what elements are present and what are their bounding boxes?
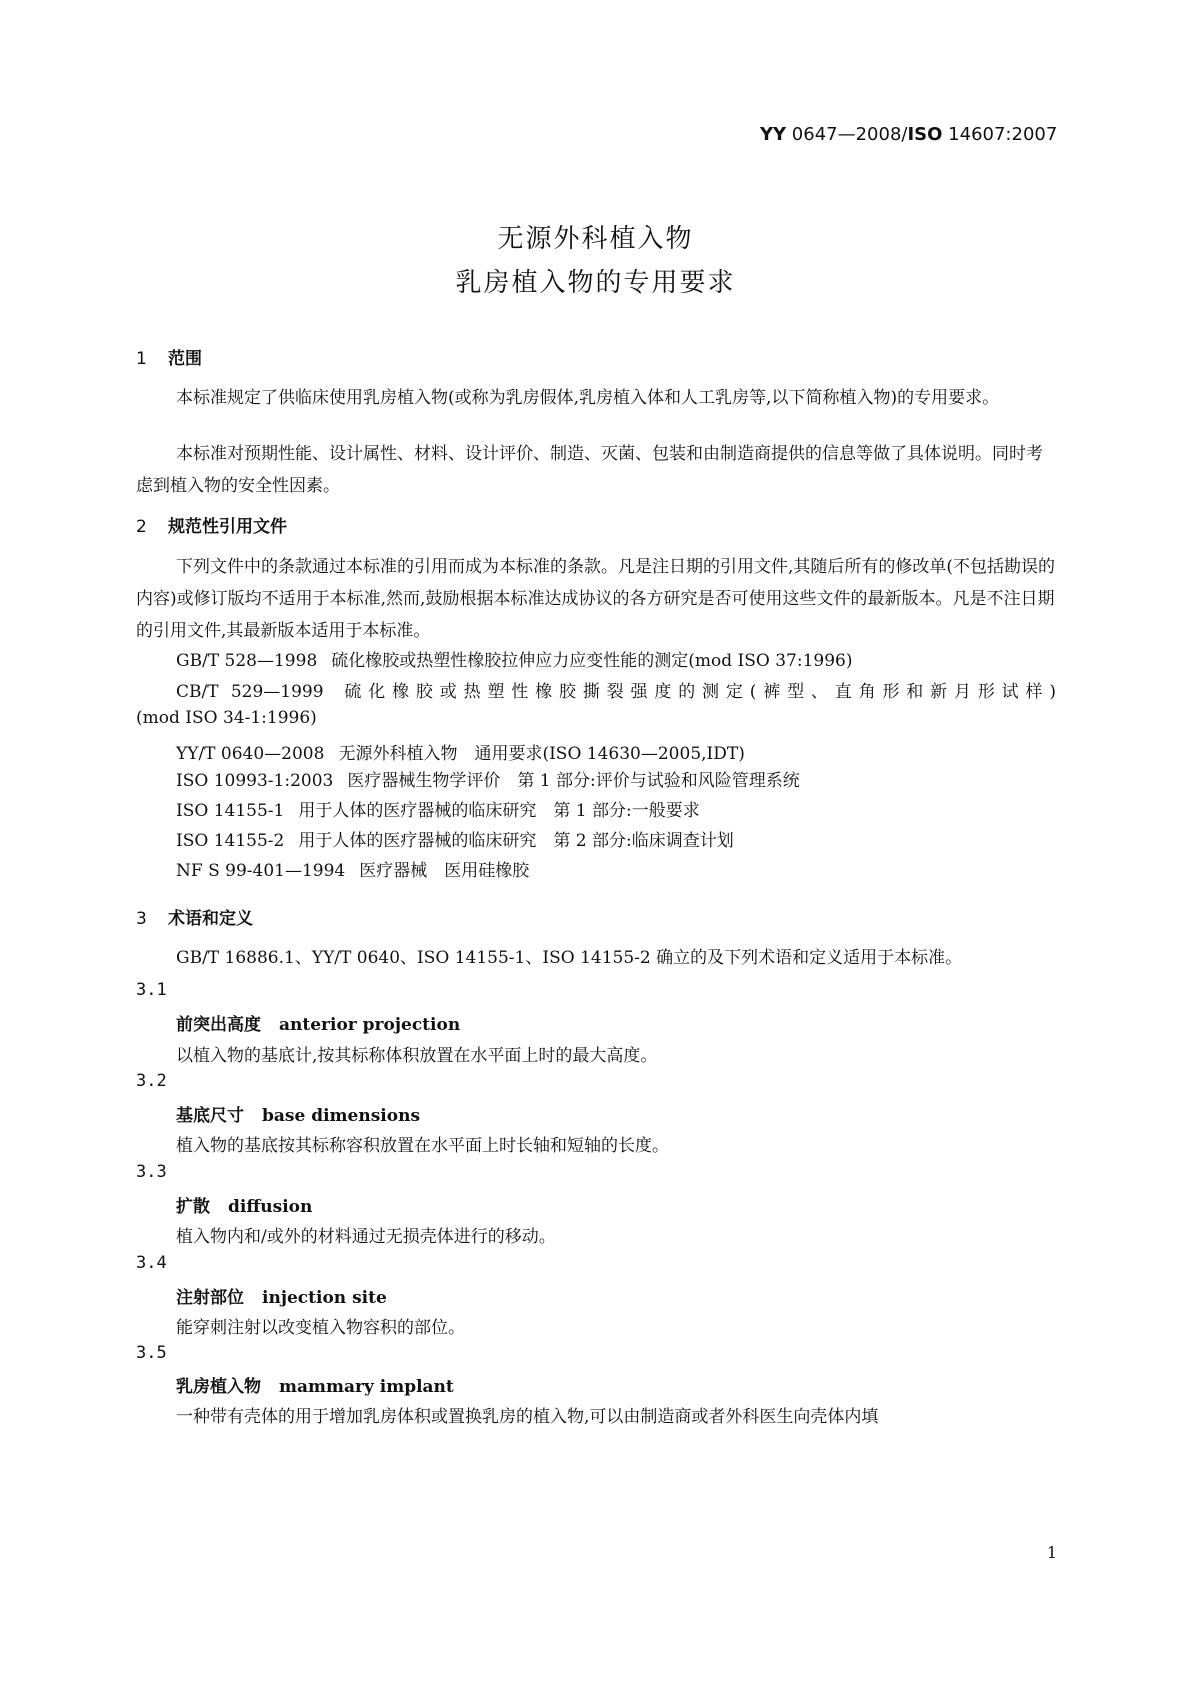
reference-item: ISO 14155-2 用于人体的医疗器械的临床研究 第 2 部分:临床调查计划: [176, 831, 734, 851]
reference-item: GB/T 528—1998 硫化橡胶或热塑性橡胶拉伸应力应变性能的测定(mod ISO 37:1996): [176, 651, 853, 671]
term-heading: 注射部位 injection site: [176, 1288, 387, 1308]
term-heading: 基底尺寸 base dimensions: [176, 1106, 421, 1126]
clause-number: 3.3: [136, 1162, 167, 1182]
clause-number: 3.1: [136, 980, 167, 1000]
reference-item: NF S 99-401—1994 医疗器械 医用硅橡胶: [176, 861, 530, 881]
term-definition: 植入物内和/或外的材料通过无损壳体进行的移动。: [176, 1227, 556, 1247]
references-intro-paragraph: 下列文件中的条款通过本标准的引用而成为本标准的条款。凡是注日期的引用文件,其随后所有的修改单(不包括勘误的内容)或修订版均不适用于本标准,然而,鼓励根据本标准达成协议的各方研究是否可使用这些文件的最新版本。凡是不注日期的引用文件,其最新版本适用于本标准。: [136, 557, 1056, 641]
reference-item: ISO 10993-1:2003 医疗器械生物学评价 第 1 部分:评价与试验和风险管理系统: [176, 771, 800, 791]
page-number: 1: [1046, 1543, 1057, 1562]
term-heading: 乳房植入物 mammary implant: [176, 1377, 454, 1397]
term-heading: 扩散 diffusion: [176, 1197, 313, 1217]
reference-item: ISO 14155-1 用于人体的医疗器械的临床研究 第 1 部分:一般要求: [176, 801, 700, 821]
clause-number: 3.5: [136, 1343, 167, 1363]
section-heading-scope: 1 范围: [136, 349, 202, 369]
term-heading: 前突出高度 anterior projection: [176, 1015, 461, 1035]
reference-item: CB/T 529—1999 硫化橡胶或热塑性橡胶撕裂强度的测定(裤型、直角形和新月形试样): [176, 682, 1056, 702]
scope-paragraph-2: 本标准对预期性能、设计属性、材料、设计评价、制造、灭菌、包装和由制造商提供的信息等做了具体说明。同时考虑到植入物的安全性因素。: [136, 444, 1043, 496]
clause-number: 3.4: [136, 1253, 167, 1273]
terms-intro-paragraph: GB/T 16886.1、YY/T 0640、ISO 14155-1、ISO 14155-2 确立的及下列术语和定义适用于本标准。: [176, 948, 963, 968]
standard-number: YY 0647—2008/ISO 14607:2007: [760, 124, 1058, 145]
term-definition: 一种带有壳体的用于增加乳房体积或置换乳房的植入物,可以由制造商或者外科医生向壳体内填: [176, 1407, 879, 1427]
reference-item-continuation: (mod ISO 34-1:1996): [136, 708, 317, 728]
term-definition: 以植入物的基底计,按其标称体积放置在水平面上时的最大高度。: [176, 1046, 658, 1066]
scope-paragraph-1: 本标准规定了供临床使用乳房植入物(或称为乳房假体,乳房植入体和人工乳房等,以下简称植入物)的专用要求。: [176, 388, 1000, 408]
section-heading-terms-definitions: 3 术语和定义: [136, 909, 253, 929]
document-title-line1: 无源外科植入物: [497, 224, 694, 254]
term-definition: 能穿刺注射以改变植入物容积的部位。: [176, 1318, 465, 1338]
reference-item: YY/T 0640—2008 无源外科植入物 通用要求(ISO 14630—2005,IDT): [176, 744, 745, 764]
clause-number: 3.2: [136, 1071, 167, 1091]
document-title-line2: 乳房植入物的专用要求: [455, 268, 736, 298]
section-heading-normative-references: 2 规范性引用文件: [136, 517, 287, 537]
term-definition: 植入物的基底按其标称容积放置在水平面上时长轴和短轴的长度。: [176, 1136, 669, 1156]
